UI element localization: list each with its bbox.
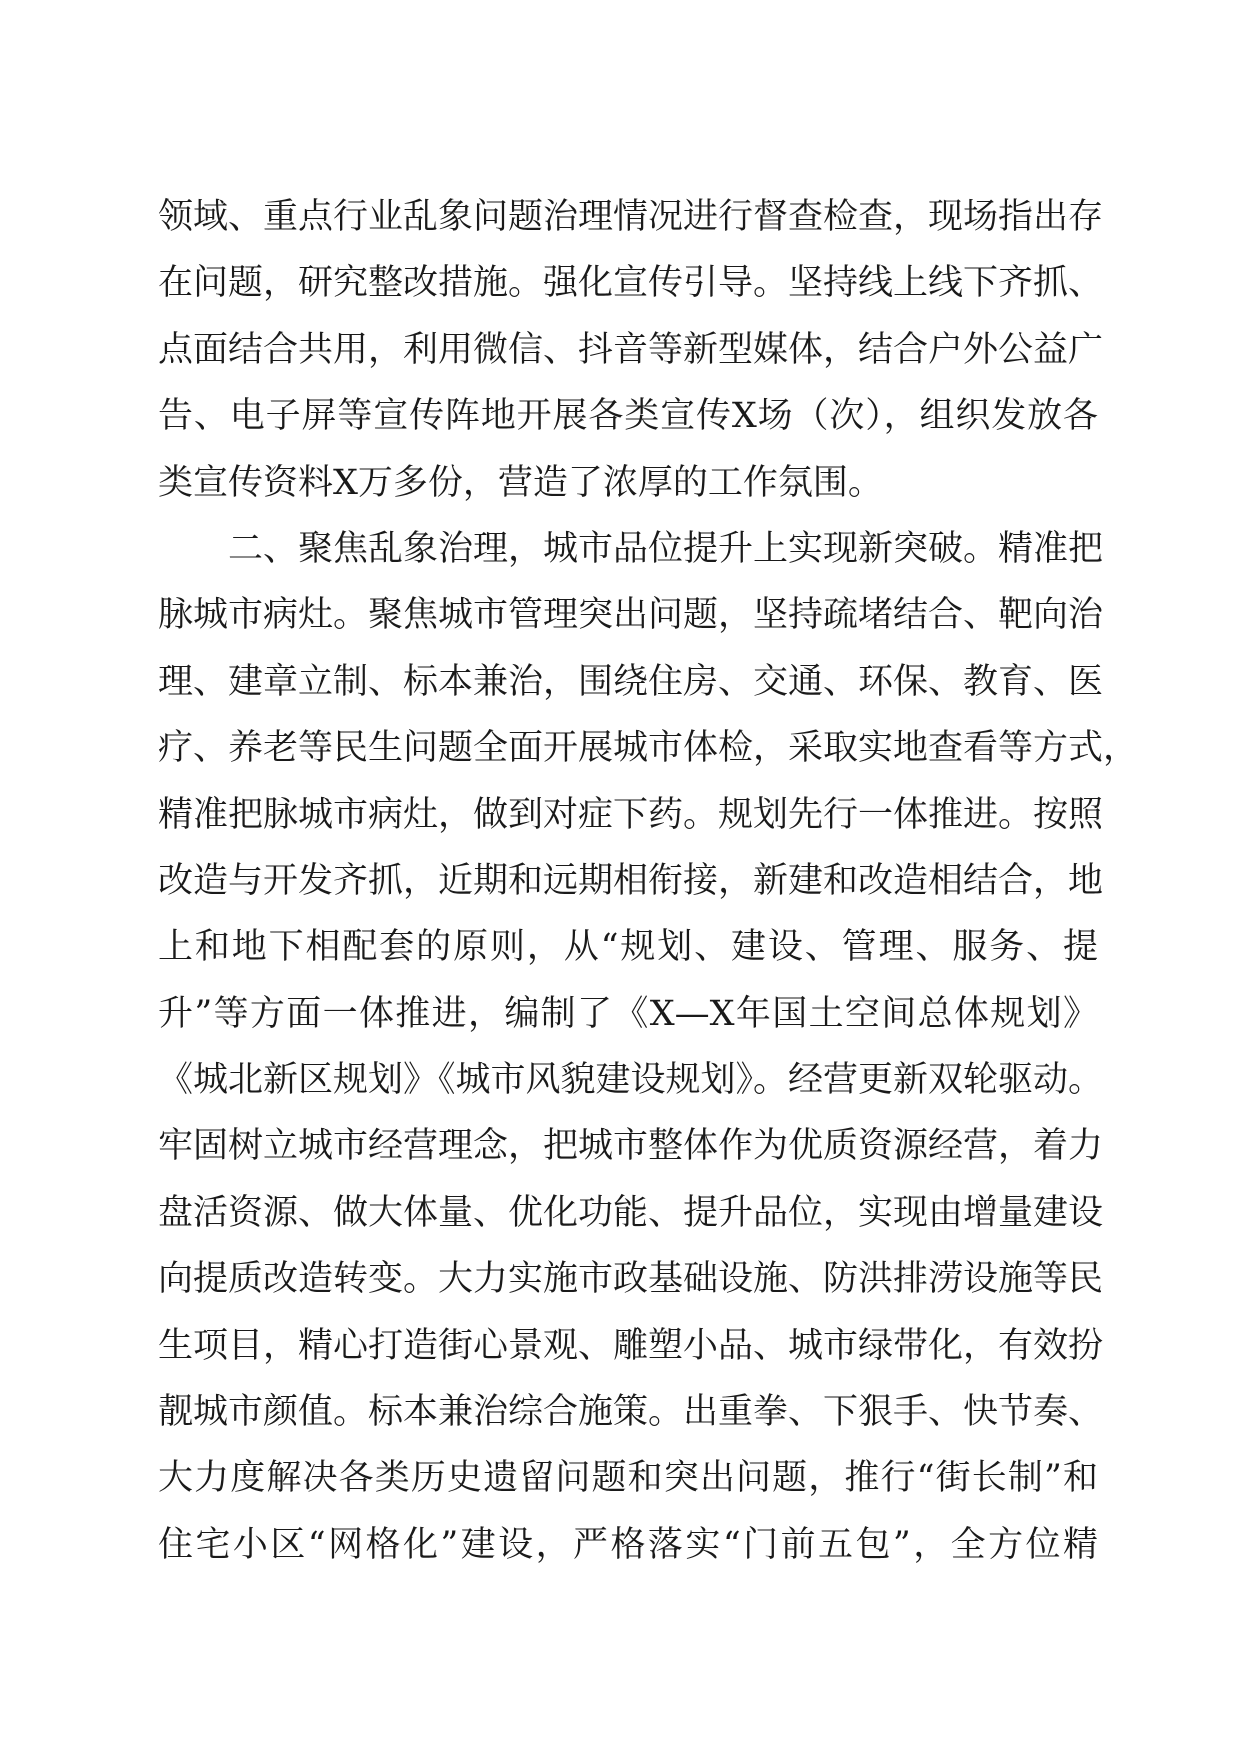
text-line: 《城北新区规划》《城市风貌建设规划》。经营更新双轮驱动。 (158, 1060, 1104, 1101)
text-line: 领域、重点行业乱象问题治理情况进行督查检查，现场指出存 (158, 197, 1104, 237)
text-line: 靓城市颜值。标本兼治综合施策。出重拳、下狠手、快节奏、 (158, 1392, 1104, 1433)
text-line: 升”等方面一体推进，编制了《X—X年国土空间总体规划》 (158, 993, 1098, 1034)
text-line: 牢固树立城市经营理念，把城市整体作为优质资源经营，着力 (158, 1126, 1104, 1167)
document-body (158, 184, 1139, 1578)
text-line: 类宣传资料X万多份，营造了浓厚的工作氛围。 (158, 462, 883, 503)
text-line: 盘活资源、做大体量、优化功能、提升品位，实现由增量建设 (158, 1192, 1104, 1233)
text-line: 点面结合共用，利用微信、抖音等新型媒体，结合户外公益广 (158, 329, 1104, 370)
text-line: 脉城市病灶。聚焦城市管理突出问题，坚持疏堵结合、靶向治 (158, 595, 1104, 636)
text-line: 上和地下相配套的原则，从“规划、建设、管理、服务、提 (158, 927, 1098, 968)
text-line: 改造与开发齐抓，近期和远期相衔接，新建和改造相结合，地 (158, 860, 1104, 901)
text-line: 告、电子屏等宣传阵地开展各类宣传X场（次），组织发放各 (158, 396, 1098, 437)
text-line: 住宅小区“网格化”建设，严格落实“门前五包”，全方位精 (158, 1524, 1098, 1565)
text-line: 疗、养老等民生问题全面开展城市体检，采取实地查看等方式， (158, 728, 1139, 769)
text-line: 在问题，研究整改措施。强化宣传引导。坚持线上线下齐抓、 (158, 263, 1104, 304)
section-heading-line: 二、聚焦乱象治理，城市品位提升上实现新突破。精准把 (228, 528, 1104, 569)
text-line: 大力度解决各类历史遗留问题和突出问题，推行“街长制”和 (158, 1458, 1098, 1499)
text-line: 精准把脉城市病灶，做到对症下药。规划先行一体推进。按照 (158, 794, 1104, 835)
text-line: 向提质改造转变。大力实施市政基础设施、防洪排涝设施等民 (158, 1259, 1104, 1300)
text-line: 理、建章立制、标本兼治，围绕住房、交通、环保、教育、医 (158, 661, 1104, 702)
text-line: 生项目，精心打造街心景观、雕塑小品、城市绿带化，有效扮 (158, 1325, 1104, 1366)
